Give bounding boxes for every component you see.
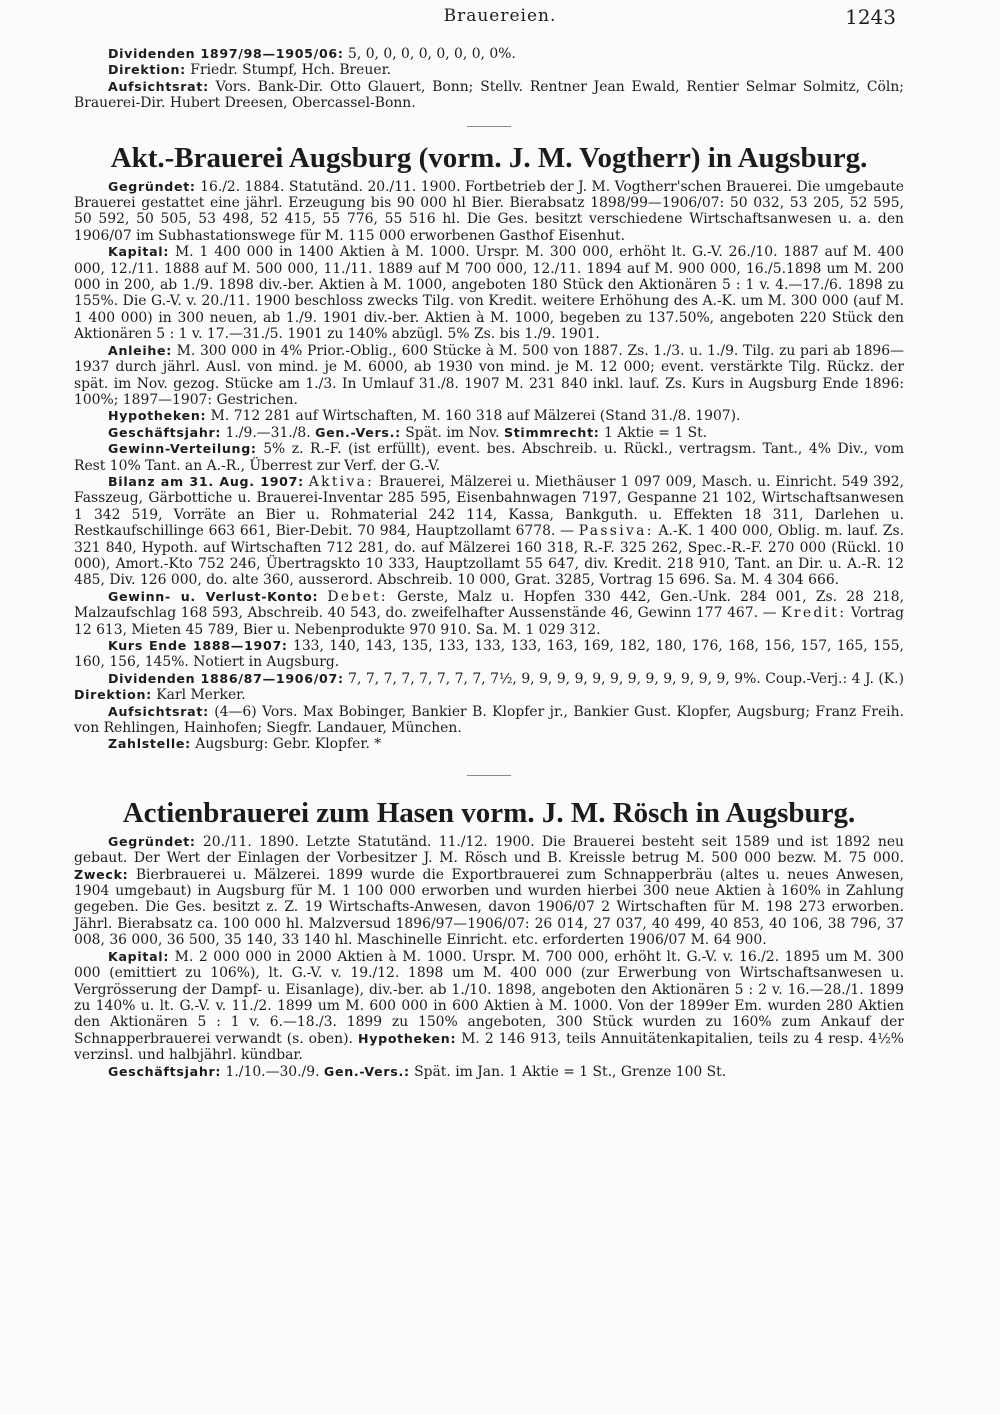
text: 1./9.—31./8.: [221, 424, 316, 441]
kapital-paragraph: [74, 949, 904, 1064]
label: Kapital:: [108, 948, 170, 964]
label: Direktion:: [108, 62, 186, 78]
label: Gegründet:: [108, 178, 196, 194]
label: Anleihe:: [108, 342, 173, 358]
label: Dividenden 1886/87—1906/07:: [108, 670, 344, 686]
label: Gegründet:: [108, 833, 196, 849]
text: 7, 7, 7, 7, 7, 7, 7, 7, 7½, 9, 9, 9, 9, 9, 9, 9, 9, 9, 9, 9, 9, 9%. Coup.-Verj.: 4 J. (K.): [343, 670, 904, 687]
label: Stimmrecht:: [503, 424, 600, 440]
prev-direktion: [74, 62, 904, 78]
label: Geschäftsjahr:: [108, 424, 222, 440]
bilanz-paragraph: [74, 474, 904, 589]
label: Kapital:: [108, 244, 170, 260]
text: Gerste, Malz u. Hopfen 330 442, Gen.-Unk. 284 001, Zs. 28 218, Malzaufschlag 168 593, Abschreib. 40 543, do. zweifelhafter Aussenstände 46, Gewinn 177 467. —: [74, 588, 904, 622]
text: (4—6) Vors. Max Bobinger, Bankier B. Klopfer jr., Bankier Gust. Klopfer, Augsburg; Franz Freih. von Rehlingen, Hainhofen; Siegfr. Landauer, München.: [74, 703, 904, 737]
gegruendet-paragraph: [74, 179, 904, 245]
passiva-word: Passiva:: [578, 523, 654, 540]
text: M. 1 400 000 in 1400 Aktien à M. 1000. Urspr. M. 300 000, erhöht lt. G.-V. 26./10. 1887 auf M. 400 000, 12./11. 1888 auf M. 500 000, 11./11. 1889 auf M 700 000, 12./11. 1894 auf M. 900 000, 16./5.1898 um M. 200 000 in 200, ab 1./9. 1898 div.-ber. Aktien à M. 1000, angeboten 180 Stück den Aktionären 5 : 1 v. 4.—17./6. 1898 zu 155%. Die G.-V. v. 20./11. 1900 beschloss zwecks Tilg. von Kredit. weitere Erhöhung des A.-K. um M. 300 000 (auf M. 1 400 000) in 300 neuen, ab 1./9. 1901 div.-ber. Aktien à M. 1000, begeben zu 137.50%, angeboten 220 Stück den Aktionären 5 : 1 v. 17.—31./5. 1901 zu 140% abzügl. 5% Zs. bis 1./9. 1901.: [74, 244, 904, 343]
zahlstelle-paragraph: [74, 736, 904, 752]
text: M. 2 000 000 in 2000 Aktien à M. 1000. Urspr. M. 700 000, erhöht lt. G.-V. v. 16./2. 1895 um M. 300 000 (emittiert zu 106%), lt. G.-V. v. 19./12. 1898 um M. 400 000 (zur Erwerbung von Wirtschaftsanwesen u. Vergrösserung der Dampf- u. Eisanlage), div.-ber. ab 1./10. 1898, angeboten den Aktionären 5 : 2 v. 16.—28./1. 1899 zu 140% u. lt. G.-V. v. 11./2. 1899 um M. 600 000 in 600 Aktien à M. 1000. Von der 1899er Em. wurden 280 Aktien den Aktionären 5 : 1 v. 6.—18./3. 1899 zu 150% angeboten, 300 Stück wurden zu 160% zum Ankauf der Schnapperbrauerei verwandt (s. oben).: [74, 948, 904, 1047]
company-title: Actienbrauerei zum Hasen vorm. J. M. Rösch in Augsburg.: [122, 796, 856, 829]
aufsichtsrat-paragraph: [74, 704, 904, 737]
section-divider: [467, 775, 511, 776]
label: Zweck:: [74, 866, 129, 882]
label: Kurs Ende 1888—1907:: [108, 638, 288, 653]
text: Friedr. Stumpf, Hch. Breuer.: [185, 62, 392, 79]
anleihe-paragraph: [74, 343, 904, 409]
geschaeftsjahr-paragraph: [74, 425, 904, 441]
prev-aufsichtsrat: [74, 79, 904, 112]
text: 16./2. 1884. Statutänd. 20./11. 1900. Fortbetrieb der J. M. Vogtherr'schen Brauerei. Die umgebaute Brauerei gestattet eine jährl. Erzeugung bis 90 000 hl Bier. Bierabsatz 1898/99—1906/07: 50 032, 53 205, 52 595, 50 592, 50 505, 53 498, 52 415, 55 776, 55 516 hl. Die Ges. besitzt verschiedene Wirtschaftsanwesen u. a. den 1906/07 im Subhastationswege für M. 115 000 erworbenen Gasthof Eisenhut.: [74, 178, 904, 244]
text: Spät. im Nov.: [400, 424, 504, 441]
text: Vortrag 12 613, Mieten 45 789, Bier u. Nebenprodukte 970 910. Sa. M. 1 029 312.: [74, 605, 904, 638]
text: M. 2 146 913, teils Annuitätenkapitalien, teils zu 4 resp. 4½% verzinsl. und halbjährl. kündbar.: [74, 1030, 905, 1064]
prev-dividenden: [74, 46, 904, 62]
dividenden-paragraph: [74, 671, 904, 704]
hypotheken-paragraph: [74, 408, 904, 424]
company-title: Akt.-Brauerei Augsburg (vorm. J. M. Vogtherr) in Augsburg.: [110, 141, 868, 174]
kredit-word: Kredit:: [781, 605, 847, 622]
debet-word: Debet:: [327, 588, 388, 605]
text: Vors. Bank-Dir. Otto Glauert, Bonn; Stellv. Rentner Jean Ewald, Rentier Selmar Solmitz, Cöln; Brauerei-Dir. Hubert Dreesen, Obercassel-Bonn.: [74, 78, 904, 112]
text: Spät. im Jan. 1 Aktie = 1 St., Grenze 100 St.: [409, 1063, 727, 1080]
label: Gen.-Vers.:: [323, 1063, 410, 1079]
text: Brauerei, Mälzerei u. Miethäuser 1 097 009, Masch. u. Einricht. 549 392, Fasszeug, Gärbottiche u. Brauerei-Inventar 285 595, Eisenbahnwagen 7197, Gespanne 21 102, Wirtschaftsanwesen 1 342 519, Vorräte an Bier u. Rohmaterial 242 114, Kassa, Bankguth. u. Effekten 18 311, Darlehen u. Restkaufschillinge 663 661, Bier-Debit. 70 984, Hauptzollamt 6778. —: [74, 473, 904, 540]
text: 1./10.—30./9.: [221, 1063, 324, 1080]
text: Bierbrauerei u. Mälzerei. 1899 wurde die Exportbrauerei zum Schnapperbräu (altes u. neues Anwesen, 1904 umgebaut) in Augsburg für M. 1 100 000 erworben und wurden hierbei 300 neue Aktien à 160% in Zahlung gegeben. Die Ges. besitzt z. Z. 19 Wirtschafts-Anwesen, davon 1906/07 2 Wirtschaften für M. 198 273 erworben. Jährl. Bierabsatz ca. 100 000 hl. Malzversud 1896/97—1906/07: 26 014, 27 037, 40 499, 40 853, 40 106, 38 796, 37 008, 36 000, 36 500, 35 140, 33 140 hl. Maschinelle Einricht. etc. erforderten 1906/07 M. 64 900.: [74, 866, 904, 949]
label: Bilanz am 31. Aug. 1907:: [108, 473, 304, 489]
label: Gewinn- u. Verlust-Konto:: [108, 588, 319, 604]
label: Geschäftsjahr:: [108, 1063, 222, 1079]
geschaeftsjahr-paragraph: [74, 1064, 904, 1080]
text: Augsburg: Gebr. Klopfer. *: [190, 736, 382, 753]
text: 20./11. 1890. Letzte Statutänd. 11./12. 1900. Die Brauerei besteht seit 1589 und ist 1892 neu gebaut. Der Wert der Einlagen der Vorbesitzer J. M. Rösch und B. Kreissle betrug M. 500 000 bezw. M. 75 000.: [74, 833, 904, 867]
text: Karl Merker.: [151, 687, 246, 704]
aktiva-word: Aktiva:: [308, 473, 375, 490]
label: Gewinn-Verteilung:: [108, 441, 257, 457]
gegruendet-paragraph: [74, 834, 904, 949]
text: M. 300 000 in 4% Prior.-Oblig., 600 Stücke à M. 500 von 1887. Zs. 1./3. u. 1./9. Tilg. zu pari ab 1896—1937 durch jährl. Ausl. von mind. je M. 6000, ab 1930 von mind. je M. 12 000; event. verstärkte Tilg. Rückz. der spät. im Nov. gezog. Stücke am 1./3. In Umlauf 31./8. 1907 M. 231 840 inkl. lauf. Zs. Kurs in Augsburg Ende 1896: 100%; 1897—1907: Gestrichen.: [74, 342, 904, 408]
label: Hypotheken:: [108, 408, 207, 424]
page-number: 1243: [845, 5, 896, 29]
label: Gen.-Vers.:: [315, 424, 401, 440]
section-divider: [467, 126, 511, 127]
gewinnverteilung-paragraph: [74, 441, 904, 474]
text: 133, 140, 143, 135, 133, 133, 133, 163, 169, 182, 180, 176, 168, 156, 157, 165, 155, 160, 156, 145%. Notiert in Augsburg.: [74, 638, 904, 671]
running-head: [0, 6, 1000, 30]
text: 1 Aktie = 1 St.: [599, 424, 708, 441]
guv-paragraph: [74, 589, 904, 638]
label: Hypotheken:: [357, 1030, 457, 1046]
label: Direktion:: [74, 687, 152, 703]
text: A.-K. 1 400 000, Oblig. m. lauf. Zs. 321 840, Hypoth. auf Wirtschaften 712 281, do. auf Mälzerei 160 318, R.-F. 325 262, Spec.-R.-F. 270 000 (Rückl. 10 000), Amort.-Kto 752 246, Übertragskto 10 333, Hauptzollamt 55 647, div. Kredit. 218 910, Tant. an Dir. u. A.-R. 12 485, Div. 126 000, do. alte 360, ausserord. Abschreib. 10 000, Grat. 3285, Vortrag 15 696. Sa. M. 4 304 666.: [74, 523, 905, 589]
text: M. 712 281 auf Wirtschaften, M. 160 318 auf Mälzerei (Stand 31./8. 1907).: [206, 408, 741, 425]
label: Dividenden 1897/98—1905/06:: [108, 46, 344, 61]
label: Zahlstelle:: [108, 736, 191, 752]
label: Aufsichtsrat:: [108, 703, 209, 719]
page-content: [74, 46, 904, 1080]
label: Aufsichtsrat:: [108, 78, 209, 94]
running-head-title: Brauereien.: [443, 6, 557, 26]
kurs-paragraph: [74, 638, 904, 671]
kapital-paragraph: [74, 244, 904, 342]
text: 5% z. R.-F. (ist erfüllt), event. bes. Abschreib. u. Rückl., vertragsm. Tant., 4% Div., vom Rest 10% Tant. an A.-R., Überrest zur Verf. der G.-V.: [74, 441, 904, 474]
text: 5, 0, 0, 0, 0, 0, 0, 0, 0%.: [343, 46, 516, 62]
